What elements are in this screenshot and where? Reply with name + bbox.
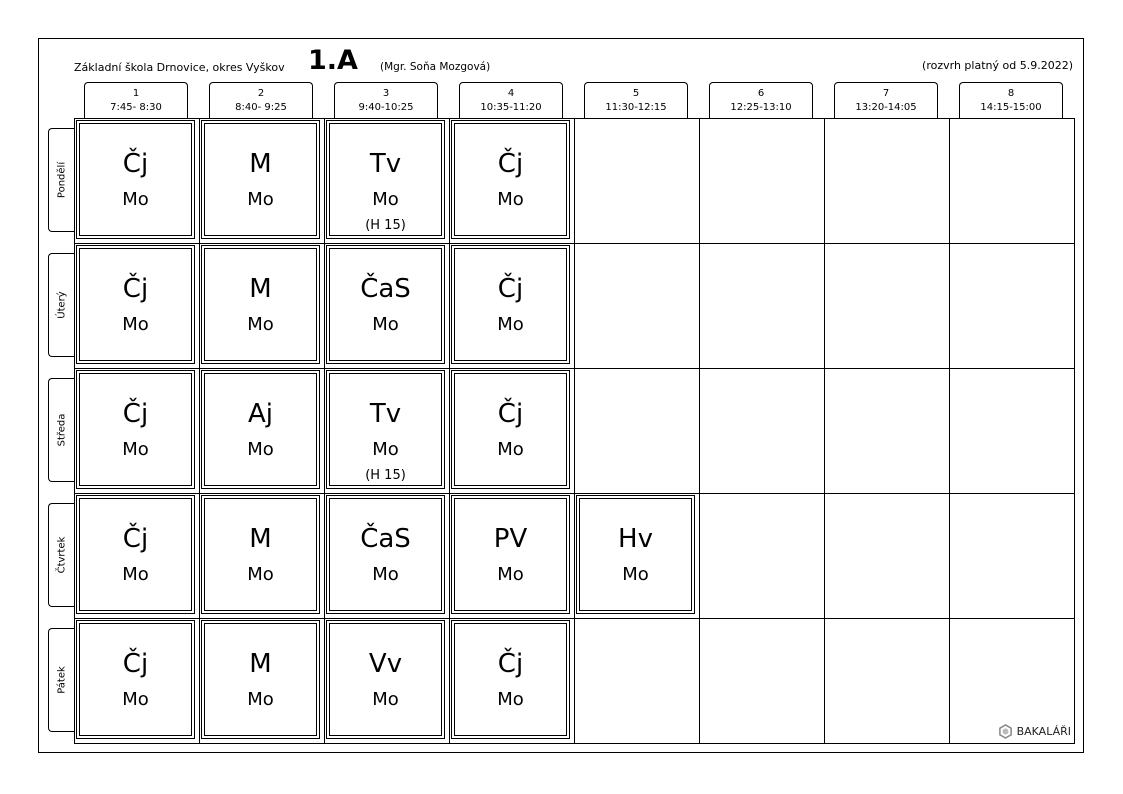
lesson-cell[interactable] — [326, 495, 445, 614]
school-name: Základní škola Drnovice, okres Vyškov — [74, 61, 285, 74]
lesson-cell[interactable] — [201, 370, 320, 489]
lesson-teacher: Mo — [497, 564, 524, 585]
lesson-subject: Tv — [369, 399, 402, 429]
lesson-subject: Čj — [497, 649, 524, 679]
grid-row-divider — [74, 368, 1075, 369]
lesson-cell[interactable] — [201, 120, 320, 239]
valid-from-note: (rozvrh platný od 5.9.2022) — [922, 59, 1073, 72]
period-time: 8:40- 9:25 — [235, 102, 287, 113]
grid-column-divider — [449, 118, 450, 744]
lesson-teacher: Mo — [122, 189, 149, 210]
lesson-subject: M — [249, 524, 272, 554]
lesson-cell[interactable] — [76, 495, 195, 614]
lesson-teacher: Mo — [497, 314, 524, 335]
lesson-subject: Aj — [247, 399, 273, 429]
lesson-subject: Čj — [122, 399, 149, 429]
lesson-teacher: Mo — [247, 439, 274, 460]
day-tab — [48, 128, 75, 232]
lesson-cell[interactable] — [326, 370, 445, 489]
day-tab — [48, 253, 75, 357]
lesson-subject: Čj — [122, 649, 149, 679]
lesson-cell[interactable] — [451, 245, 570, 364]
lesson-teacher: Mo — [122, 439, 149, 460]
period-number: 8 — [1007, 88, 1015, 99]
period-header-1 — [84, 82, 188, 118]
period-header-8 — [959, 82, 1063, 118]
lesson-cell[interactable] — [76, 245, 195, 364]
lesson-subject: PV — [493, 524, 528, 554]
day-label: Pátek — [56, 666, 68, 694]
lesson-cell[interactable] — [326, 620, 445, 739]
day-tab — [48, 628, 75, 732]
lesson-cell[interactable] — [76, 370, 195, 489]
period-number: 1 — [132, 88, 140, 99]
period-time: 12:25-13:10 — [730, 102, 792, 113]
lesson-subject: Čj — [497, 399, 524, 429]
grid-row-divider — [74, 243, 1075, 244]
lesson-subject: Čj — [122, 274, 149, 304]
day-label: Úterý — [56, 291, 68, 319]
lesson-cell[interactable] — [76, 620, 195, 739]
lesson-cell[interactable] — [201, 620, 320, 739]
lesson-cell[interactable] — [326, 245, 445, 364]
period-time: 14:15-15:00 — [980, 102, 1042, 113]
grid-row-divider — [74, 493, 1075, 494]
lesson-subject: ČaS — [360, 524, 411, 554]
lesson-cell[interactable] — [326, 120, 445, 239]
lesson-cell[interactable] — [451, 370, 570, 489]
lesson-cell[interactable] — [451, 620, 570, 739]
period-number: 4 — [507, 88, 515, 99]
lesson-teacher: Mo — [247, 314, 274, 335]
lesson-teacher: Mo — [372, 564, 399, 585]
lesson-subject: Hv — [618, 524, 653, 554]
lesson-cell[interactable] — [76, 120, 195, 239]
lesson-subject: Vv — [368, 649, 403, 679]
period-time: 10:35-11:20 — [480, 102, 542, 113]
bakalari-logo-text: BAKALÁŘI — [1016, 725, 1071, 738]
period-number: 3 — [382, 88, 390, 99]
lesson-cell[interactable] — [576, 495, 695, 614]
period-number: 6 — [757, 88, 765, 99]
day-label: Pondělí — [56, 161, 68, 199]
day-label: Čtvrtek — [56, 536, 68, 574]
period-time: 11:30-12:15 — [605, 102, 667, 113]
lesson-subject: Tv — [369, 149, 402, 179]
period-header-2 — [209, 82, 313, 118]
grid-column-divider — [324, 118, 325, 744]
lesson-teacher: Mo — [372, 689, 399, 710]
lesson-teacher: Mo — [497, 189, 524, 210]
lesson-teacher: Mo — [247, 564, 274, 585]
period-time: 13:20-14:05 — [855, 102, 917, 113]
day-tab — [48, 378, 75, 482]
period-time: 7:45- 8:30 — [110, 102, 162, 113]
period-header-5 — [584, 82, 688, 118]
lesson-teacher: Mo — [122, 314, 149, 335]
lesson-subject: ČaS — [360, 274, 411, 304]
period-header-7 — [834, 82, 938, 118]
lesson-teacher: Mo — [247, 189, 274, 210]
period-number: 2 — [257, 88, 265, 99]
lesson-teacher: Mo — [372, 189, 399, 210]
lesson-subject: M — [249, 649, 272, 679]
grid-column-divider — [949, 118, 950, 744]
grid-column-divider — [199, 118, 200, 744]
period-header-6 — [709, 82, 813, 118]
period-number: 7 — [882, 88, 890, 99]
lesson-teacher: Mo — [122, 689, 149, 710]
grid-column-divider — [574, 118, 575, 744]
lesson-subject: M — [249, 274, 272, 304]
bakalari-logo — [998, 724, 1071, 739]
period-time: 9:40-10:25 — [358, 102, 414, 113]
lesson-teacher: Mo — [622, 564, 649, 585]
lesson-cell[interactable] — [201, 245, 320, 364]
lesson-cell[interactable] — [201, 495, 320, 614]
period-number: 5 — [632, 88, 640, 99]
lesson-teacher: Mo — [372, 314, 399, 335]
day-tab — [48, 503, 75, 607]
lesson-teacher: Mo — [122, 564, 149, 585]
grid-column-divider — [699, 118, 700, 744]
grid-column-divider — [824, 118, 825, 744]
period-header-3 — [334, 82, 438, 118]
lesson-subject: Čj — [122, 524, 149, 554]
lesson-subject: M — [249, 149, 272, 179]
lesson-room: (H 15) — [365, 468, 406, 483]
grid-row-divider — [74, 618, 1075, 619]
lesson-room: (H 15) — [365, 218, 406, 233]
class-name: 1.A — [308, 45, 358, 76]
lesson-subject: Čj — [122, 149, 149, 179]
lesson-teacher: Mo — [497, 439, 524, 460]
lesson-teacher: Mo — [372, 439, 399, 460]
class-teacher: (Mgr. Soňa Mozgová) — [380, 61, 491, 73]
lesson-cell[interactable] — [451, 495, 570, 614]
lesson-subject: Čj — [497, 274, 524, 304]
period-header-4 — [459, 82, 563, 118]
lesson-teacher: Mo — [247, 689, 274, 710]
lesson-subject: Čj — [497, 149, 524, 179]
lesson-teacher: Mo — [497, 689, 524, 710]
bakalari-logo-icon — [998, 724, 1013, 739]
day-label: Středa — [56, 413, 68, 447]
lesson-cell[interactable] — [451, 120, 570, 239]
